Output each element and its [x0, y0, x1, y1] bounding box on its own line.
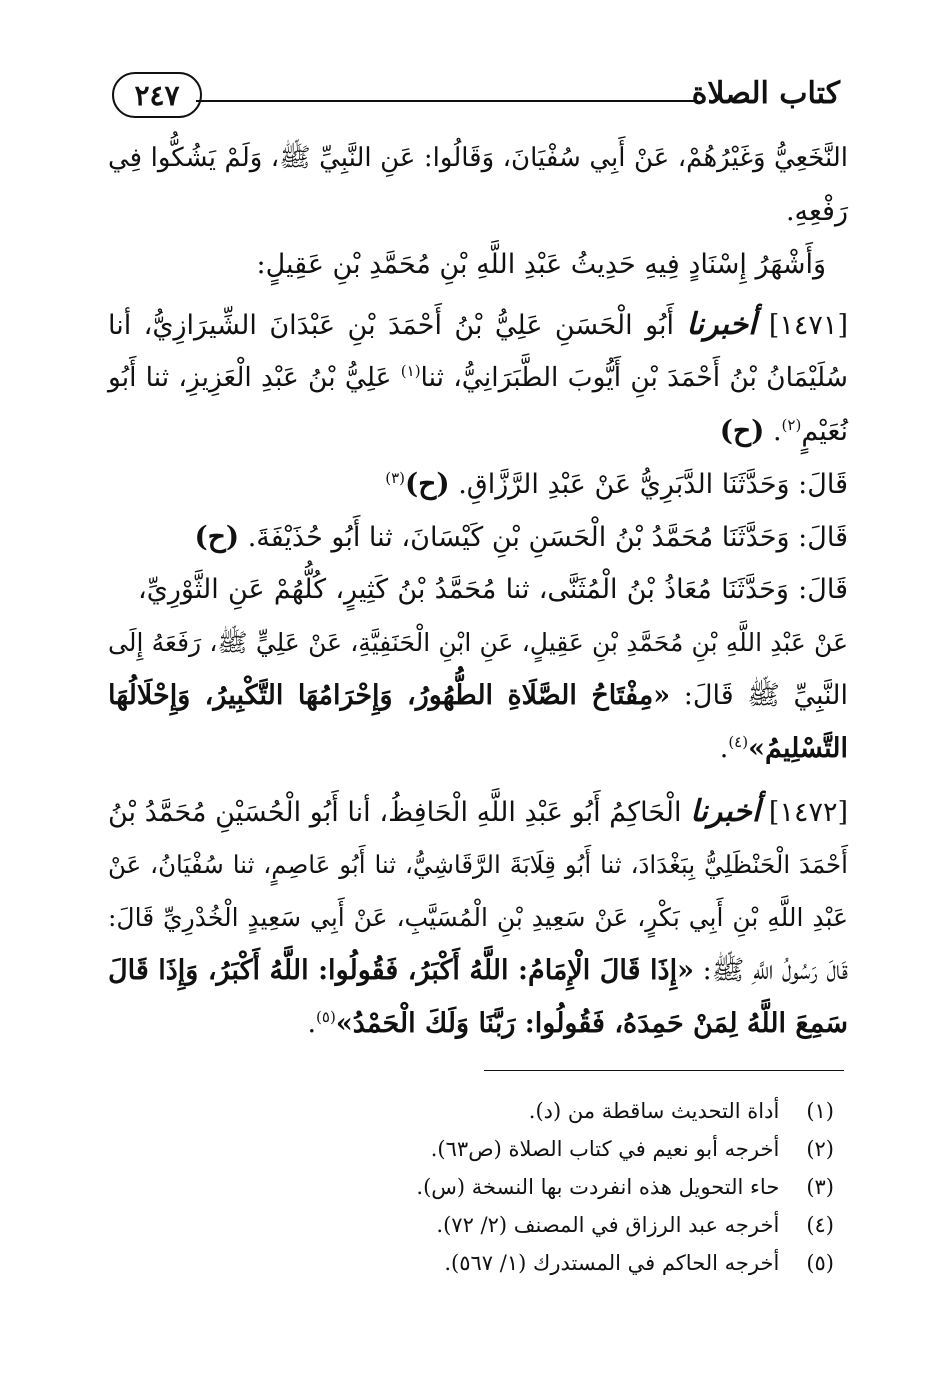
text-line: قَالَ: وَحَدَّثَنَا الدَّبَرِيُّ عَنْ عَبْدِ الرَّزَّاقِ. (ح)$^{(٣)}$	[385, 467, 848, 500]
footnote	[194, 1168, 834, 1206]
footnote-text: أخرجه الحاكم في المستدرك (١/ ٥٦٧).	[444, 1251, 780, 1275]
text-line: النَّخَعِيُّ وَغَيْرُهُمْ، عَنْ أَبِي سُفْيَانَ، وَقَالُوا: عَنِ النَّبِيِّ ﷺ، وَلَمْ يَشُكُّوا فِي	[108, 143, 848, 173]
text-line: النَّبِيِّ ﷺ قَالَ: «مِفْتَاحُ الصَّلَاةِ الطُّهُورُ، وَإِحْرَامُهَا التَّكْبِيرُ، وَإِحْلَالُهَا	[108, 680, 848, 711]
footnote	[194, 1092, 834, 1130]
hadith-1471-start: [١٤٧١] أخبرنا أَبُو الْحَسَنِ عَلِيُّ بْنُ أَحْمَدَ بْنِ عَبْدَانَ الشِّيرَازِيُّ، أنا	[108, 307, 848, 342]
text-line: أَحْمَدَ الْحَنْظَلِيُّ بِبَغْدَادَ، ثنا أَبُو قِلَابَةَ الرَّقَاشِيُّ، ثنا أَبُو عَاصِمٍ، ثنا سُفْيَانُ، عَنْ	[108, 850, 848, 879]
footnote	[194, 1130, 834, 1168]
footnote-ref: (٣)	[385, 469, 406, 487]
hadith-matn: التَّسْلِيمُ»	[748, 733, 848, 764]
text-line: عَنْ عَبْدِ اللَّهِ بْنِ مُحَمَّدِ بْنِ عَقِيلٍ، عَنِ ابْنِ الْحَنَفِيَّةِ، عَنْ عَلِيٍّ ﷺ، رَفَعَهُ إِلَى	[108, 628, 848, 657]
hadith-number: [١٤٧١]	[768, 310, 848, 341]
footnote-number: (٣)	[806, 1175, 834, 1199]
footnotes	[194, 1092, 834, 1282]
footnote-number: (٥)	[806, 1251, 834, 1275]
footnote-ref: (١)	[400, 362, 421, 381]
tahwil-mark: (ح)	[719, 414, 765, 447]
tahwil-mark: (ح)	[405, 467, 450, 500]
footnote-text: أداة التحديث ساقطة من (د).	[528, 1099, 780, 1123]
tahwil-mark: (ح)	[194, 520, 240, 553]
footnote-number: (١)	[806, 1099, 834, 1123]
text-line: قَالَ رَسُولُ اللَّهِ ﷺ: «إِذَا قَالَ الْإِمَامُ: اللَّهُ أَكْبَرُ، فَقُولُوا: اللَّهُ أَكْبَرُ، وَإِذَا قَالَ	[108, 955, 848, 986]
hadith-matn: «مِفْتَاحُ الصَّلَاةِ الطُّهُورُ، وَإِحْرَامُهَا التَّكْبِيرُ، وَإِحْلَالُهَا	[108, 680, 671, 711]
hadith-matn: «إِذَا قَالَ الْإِمَامُ: اللَّهُ أَكْبَرُ، فَقُولُوا: اللَّهُ أَكْبَرُ، وَإِذَا قَالَ	[108, 955, 694, 986]
text-line: عَبْدِ اللَّهِ بْنِ أَبِي بَكْرٍ، عَنْ سَعِيدِ بْنِ الْمُسَيَّبِ، عَنْ أَبِي سَعِيدٍ الْخُدْرِيِّ قَالَ:	[108, 903, 848, 932]
hadith-1472-start: [١٤٧٢] أخبرنا الْحَاكِمُ أَبُو عَبْدِ اللَّهِ الْحَافِظُ، أنا أَبُو الْحُسَيْنِ مُحَمَّدُ بْنُ	[108, 794, 848, 829]
footnote-number: (٤)	[806, 1213, 834, 1237]
chapter-title: كتاب الصلاة	[691, 76, 840, 111]
text-line: نُعَيْمٍ$^{(٢)}$. (ح)	[719, 414, 848, 447]
footnote-text: حاء التحويل هذه انفردت بها النسخة (س).	[416, 1175, 780, 1199]
footnote-divider	[484, 1070, 844, 1071]
akhbarana-label: أخبرنا	[690, 794, 761, 829]
text-line: رَفْعِهِ.	[785, 196, 848, 227]
hadith-matn: سَمِعَ اللَّهُ لِمَنْ حَمِدَهُ، فَقُولُوا: رَبَّنَا وَلَكَ الْحَمْدُ»	[335, 1008, 848, 1039]
header-rule	[196, 100, 698, 102]
footnote-ref: (٤)	[728, 733, 749, 751]
text-line: قَالَ: وَحَدَّثَنَا مُعَاذُ بْنُ الْمُثَنَّى، ثنا مُحَمَّدُ بْنُ كَثِيرٍ، كُلُّهُمْ عَنِ الثَّوْرِيِّ،	[138, 574, 848, 605]
footnote	[194, 1244, 834, 1282]
text-line: قَالَ: وَحَدَّثَنَا مُحَمَّدُ بْنُ الْحَسَنِ بْنِ كَيْسَانَ، ثنا أَبُو حُذَيْفَةَ. (ح)	[194, 520, 848, 553]
footnote	[194, 1206, 834, 1244]
page-header	[108, 66, 848, 122]
text-line: سَمِعَ اللَّهُ لِمَنْ حَمِدَهُ، فَقُولُوا: رَبَّنَا وَلَكَ الْحَمْدُ»$^{(٥)}$.	[307, 1008, 848, 1039]
akhbarana-label: أخبرنا	[686, 307, 757, 342]
footnote-number: (٢)	[806, 1137, 834, 1161]
text-line: وَأَشْهَرُ إِسْنَادٍ فِيهِ حَدِيثُ عَبْدِ اللَّهِ بْنِ مُحَمَّدِ بْنِ عَقِيلٍ:	[256, 249, 826, 280]
footnote-text: أخرجه عبد الرزاق في المصنف (٢/ ٧٢).	[436, 1213, 780, 1237]
page-number: ٢٤٧	[112, 72, 202, 118]
footnote-ref: (٢)	[781, 416, 802, 434]
footnote-text: أخرجه أبو نعيم في كتاب الصلاة (ص٦٣).	[430, 1137, 780, 1161]
hadith-number: [١٤٧٢]	[768, 797, 848, 828]
text-line: سُلَيْمَانُ بْنُ أَحْمَدَ بْنِ أَيُّوبَ الطَّبَرَانِيُّ، ثنا$^{(١)}$ عَلِيُّ بْنُ عَبْدِ الْعَزِيزِ، ثنا أَبُو	[108, 362, 848, 393]
footnote-ref: (٥)	[316, 1008, 336, 1026]
text-line: التَّسْلِيمُ»$^{(٤)}$.	[719, 733, 848, 764]
